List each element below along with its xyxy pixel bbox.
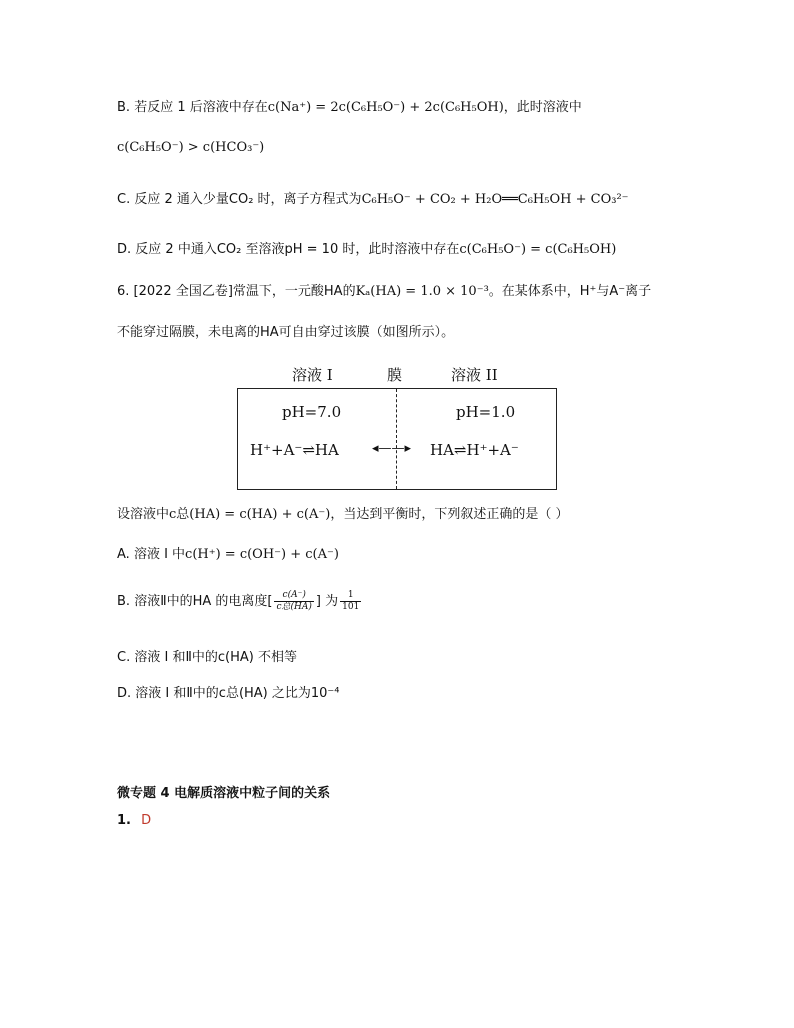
option-b-line1 <box>117 98 582 118</box>
option-d-eq: c(C₆H₅O⁻) = c(C₆H₅OH) <box>459 242 617 257</box>
option-d-label: D. <box>117 242 132 257</box>
question-6-line2 <box>117 323 454 343</box>
answer-a-line <box>117 545 339 565</box>
option-d-text: 反应 2 中通入CO₂ 至溶液pH = 10 时，此时溶液中存在 <box>135 242 460 257</box>
diagram-eq-right: HA⇌H⁺+A⁻ <box>430 441 519 459</box>
membrane-divider <box>396 389 397 489</box>
option-b-line2 <box>117 138 264 158</box>
option-b-eq1: c(Na⁺) = 2c(C₆H₅O⁻) + 2c(C₆H₅OH) <box>267 100 504 115</box>
section-title: 微专题 4 电解质溶液中粒子间的关系 <box>117 786 331 801</box>
option-c-eq: C₆H₅O⁻ + CO₂ + H₂O══C₆H₅OH + CO₃²⁻ <box>361 192 629 207</box>
question-6-ka: Kₐ(HA) = 1.0 × 10⁻³ <box>355 284 489 299</box>
question-6-text2: 。在某体系中，H⁺与A⁻离子 <box>488 284 652 299</box>
answer-d-label: D. <box>117 686 132 701</box>
diagram-label-right: 溶液 II <box>451 366 498 384</box>
fraction-denominator: c总(HA) <box>276 602 312 612</box>
answer-b-fraction <box>274 590 313 613</box>
diagram-label-left: 溶液 I <box>292 366 333 384</box>
answer-value: D <box>141 813 152 828</box>
option-b-eq2: c(C₆H₅O⁻) > c(HCO₃⁻) <box>117 140 265 155</box>
diagram-eq-left: H⁺+A⁻⇌HA <box>250 441 339 459</box>
option-c-line <box>117 190 629 210</box>
question-6-number: 6. <box>117 284 130 299</box>
answer-row-1 <box>117 811 151 831</box>
answer-c-text: 溶液 I 和Ⅱ中的c(HA) 不相等 <box>134 650 297 665</box>
answer-b-text: 溶液Ⅱ中的HA 的电离度[ <box>134 594 273 609</box>
fraction-numerator: c(A⁻) <box>274 590 313 602</box>
premise-text2: ，当达到平衡时，下列叙述正确的是（ ） <box>330 507 569 522</box>
question-6-line1 <box>117 282 651 302</box>
diagram-ph-right: pH=1.0 <box>456 403 516 421</box>
answer-b-text2: ] 为 <box>315 594 339 609</box>
answer-a-text: 溶液 I 中 <box>133 547 186 562</box>
option-c-text: 反应 2 通入少量CO₂ 时，离子方程式为 <box>134 192 362 207</box>
answer-a-eq: c(H⁺) = c(OH⁻) + c(A⁻) <box>185 547 339 562</box>
answer-c-label: C. <box>117 650 131 665</box>
premise-eq: c总(HA) = c(HA) + c(A⁻) <box>169 507 331 522</box>
diagram-box <box>237 388 557 490</box>
answer-d-text: 溶液 I 和Ⅱ中的c总(HA) 之比为10⁻⁴ <box>135 686 340 701</box>
double-arrow-icon: ◂——▸ <box>372 441 412 456</box>
diagram-ph-left: pH=7.0 <box>282 403 342 421</box>
option-b-text2: ，此时溶液中 <box>503 100 582 115</box>
answer-b-value <box>340 590 361 613</box>
diagram-label-mid: 膜 <box>387 366 403 384</box>
answer-c-line <box>117 648 297 668</box>
answer-b-label: B. <box>117 594 131 609</box>
membrane-diagram <box>237 364 557 490</box>
option-b-text: 若反应 1 后溶液中存在 <box>134 100 268 115</box>
value-denominator: 101 <box>342 602 360 612</box>
answer-d-line <box>117 684 340 704</box>
value-numerator: 1 <box>340 590 361 602</box>
question-6-text3: 不能穿过隔膜，未电离的HA可自由穿过该膜（如图所示）。 <box>117 325 455 340</box>
option-c-label: C. <box>117 192 131 207</box>
option-d-line <box>117 240 616 260</box>
answer-number: 1. <box>117 813 131 828</box>
answer-a-label: A. <box>117 547 130 562</box>
answer-b-line <box>117 590 363 614</box>
premise-text1: 设溶液中 <box>117 507 170 522</box>
premise-line <box>117 505 568 525</box>
question-6-text1: [2022 全国乙卷]常温下，一元酸HA的 <box>133 284 356 299</box>
option-b-label: B. <box>117 100 131 115</box>
